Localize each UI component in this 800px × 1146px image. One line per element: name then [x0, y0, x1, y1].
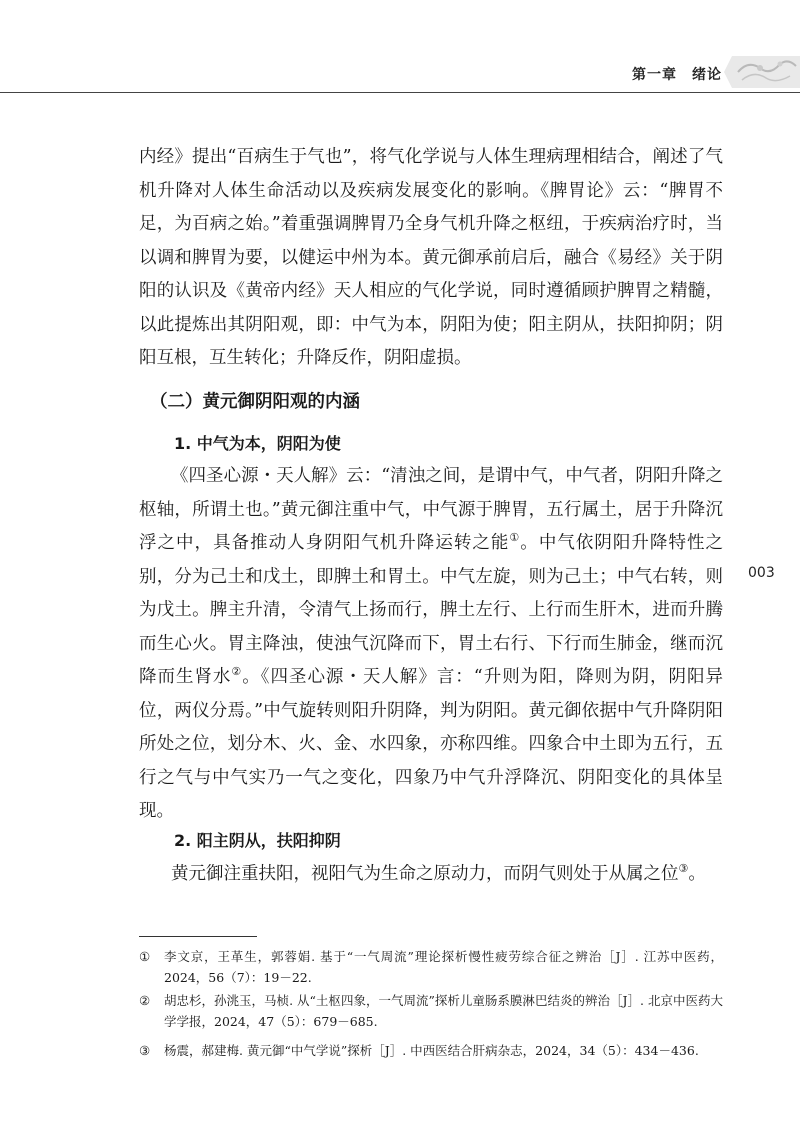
- paragraph-text: 。《四圣心源・天人解》言：“升则为阳，降则为阴，阴阳异位，两仪分焉。”中气旋转则阳升阴降，判为阴阳。黄元御依据中气升降阴阳所处之位，划分木、火、金、水四象，亦称四维。四象合中土即为五行，五行之气与中气实乃一气之变化，四象乃中气升浮降沉、阴阳变化的具体呈现。: [139, 667, 723, 821]
- footnote-ref-2[interactable]: ②: [231, 665, 243, 679]
- body-paragraph-subsection-2: [139, 858, 723, 892]
- footnote-item: [139, 946, 723, 990]
- subsection-heading-2: 2. 阳主阴从，扶阳抑阴: [174, 831, 341, 850]
- paragraph-text: 。: [688, 864, 706, 884]
- footnote-text: 杨震，郝建梅. 黄元御“中气学说”探析［J］. 中西医结合肝病杂志，2024，34（5）：434－436.: [164, 1043, 699, 1058]
- section-heading: （二）黄元御阴阳观的内涵: [150, 392, 360, 412]
- footnote-text: 胡忠杉，孙洮玉，马桢. 从“土枢四象，一气周流”探析儿童肠系膜淋巴结炎的辨治［J］. 北京中医药大学学报，2024，47（5）：679－685.: [164, 993, 723, 1029]
- footnote-mark: ①: [139, 949, 151, 964]
- footnote-ref-3[interactable]: ③: [678, 862, 689, 876]
- footnote-mark: ②: [139, 993, 151, 1008]
- paragraph-text: 黄元御注重扶阳，视阳气为生命之原动力，而阴气则处于从属之位: [171, 864, 679, 884]
- footnote-mark: ③: [139, 1043, 151, 1058]
- header-divider: [0, 92, 800, 93]
- footnote-divider: [139, 936, 257, 937]
- subsection-heading-1: 1. 中气为本，阴阳为使: [174, 434, 341, 453]
- footnote-text: 李文京，王革生，郭蓉娟. 基于“一气周流”理论探析慢性疲劳综合征之辨治［J］. 江苏中医药，2024，56（7）：19－22.: [164, 949, 723, 985]
- footnote-item: [139, 1040, 723, 1084]
- footnote-item: [139, 990, 723, 1034]
- page-number: 003: [748, 565, 775, 581]
- body-paragraph-subsection-1: [139, 460, 723, 832]
- paragraph-text: 《四圣心源・天人解》云：“清浊之间，是谓中气，中气者，阴阳升降之枢轴，所谓土也。”黄元御注重中气，中气源于脾胃，五行属土，居于升降沉浮之中，具备推动人身阴阳气机升降运转之能: [139, 466, 723, 553]
- body-paragraph-intro: 内经》提出“百病生于气也”，将气化学说与人体生理病理相结合，阐述了气机升降对人体生命活动以及疾病发展变化的影响。《脾胃论》云：“脾胃不足，为百病之始。”着重强调脾胃乃全身气机升降之枢纽，于疾病治疗时，当以调和脾胃为要，以健运中州为本。黄元御承前启后，融合《易经》关于阴阳的认识及《黄帝内经》天人相应的气化学说，同时遵循顾护脾胃之精髓，以此提炼出其阴阳观，即：中气为本，阴阳为使；阳主阴从，扶阳抑阴；阴阳互根，互生转化；升降反作，阴阳虚损。: [139, 147, 723, 368]
- paragraph-text: 。中气依阴阳升降特性之别，分为己土和戊土，即脾土和胃土。中气左旋，则为己土；中气右转，则为戊土。脾主升清，令清气上扬而行，脾土左行、上行而生肝木，进而升腾而生心火。胃主降浊，使浊气沉降而下，胃土右行、下行而生肺金，继而沉降而生肾水: [139, 533, 723, 687]
- chapter-running-title: 第一章 绪论: [632, 67, 722, 83]
- footnote-ref-1[interactable]: ①: [509, 531, 521, 545]
- header-ornament-icon: [724, 52, 800, 92]
